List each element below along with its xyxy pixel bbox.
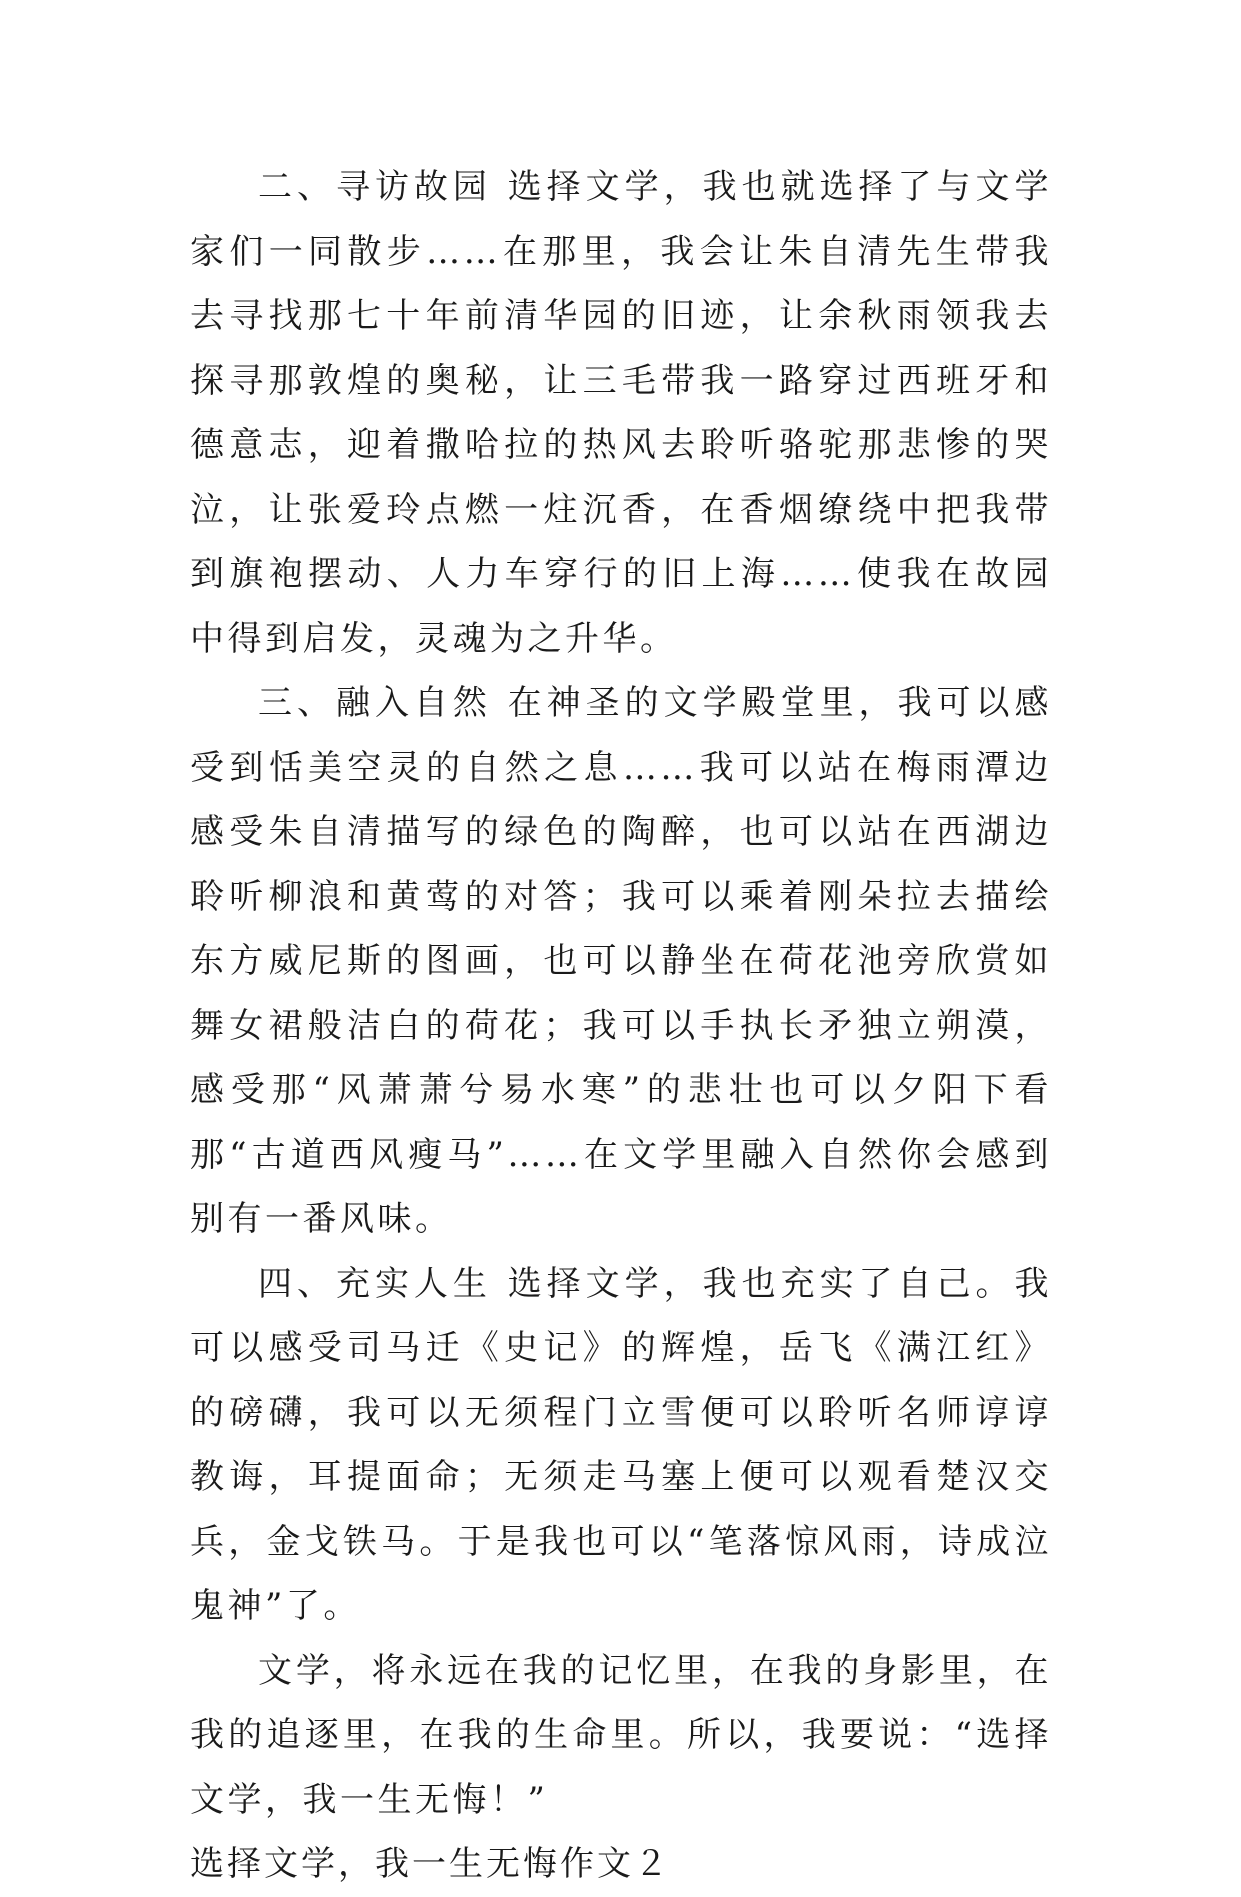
paragraph-conclusion: 文学，将永远在我的记忆里，在我的身影里，在我的追逐里，在我的生命里。所以，我要说：“选择文学，我一生无悔！”	[190, 1650, 1052, 1820]
paragraph-enrich-life: 四、充实人生 选择文学，我也充实了自己。我可以感受司马迁《史记》的辉煌，岳飞《满江红》的磅礴，我可以无须程门立雪便可以聆听名师谆谆教诲，耳提面命；无须走马塞上便可以观看楚汉交兵，金戈铁马。于是我也可以“笔落惊风雨，诗成泣鬼神”了。	[190, 1263, 1052, 1626]
next-essay-heading: 选择文学，我一生无悔作文２	[190, 1844, 671, 1884]
paragraph-revisit-old-garden: 二、寻访故园 选择文学，我也就选择了与文学家们一同散步……在那里，我会让朱自清先生带我去寻找那七十年前清华园的旧迹，让余秋雨领我去探寻那敦煌的奥秘，让三毛带我一路穿过西班牙和德意志，迎着撒哈拉的热风去聆听骆驼那悲惨的哭泣，让张爱玲点燃一炷沉香，在香烟缭绕中把我带到旗袍摆动、人力车穿行的旧上海……使我在故园中得到启发，灵魂为之升华。	[190, 167, 1052, 659]
text-column	[190, 155, 1052, 1897]
paragraph-merge-into-nature: 三、融入自然 在神圣的文学殿堂里，我可以感受到恬美空灵的自然之息……我可以站在梅雨潭边感受朱自清描写的绿色的陶醉，也可以站在西湖边聆听柳浪和黄莺的对答；我可以乘着刚朵拉去描绘东方威尼斯的图画，也可以静坐在荷花池旁欣赏如舞女裙般洁白的荷花；我可以手执长矛独立朔漠，感受那“风萧萧兮易水寒”的悲壮也可以夕阳下看那“古道西风瘦马”……在文学里融入自然你会感到别有一番风味。	[190, 683, 1052, 1239]
